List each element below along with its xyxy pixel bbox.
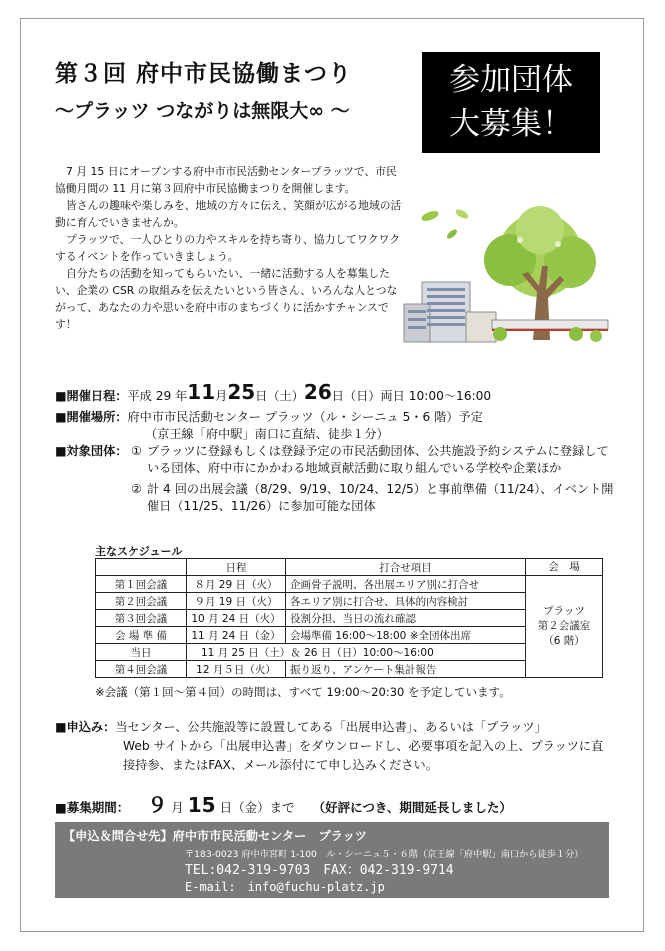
recruit-line1: 参加団体 — [449, 62, 573, 98]
target-row — [55, 443, 615, 515]
train — [492, 320, 608, 331]
schedule-table — [95, 558, 603, 678]
table-row: 第３回会議 10 月 24 日（火） 役割分担、当日の流れ確認 — [96, 610, 603, 627]
col-header-venue: 会 場 — [526, 559, 603, 576]
col-header-item: 打合せ項目 — [286, 559, 526, 576]
venue-label: ■開催場所： — [55, 410, 128, 424]
intro-text — [55, 163, 407, 333]
apply-label: ■申込み： — [55, 720, 116, 734]
target-label: ■対象団体： — [55, 444, 128, 458]
schedule-note: ※会議（第１回〜第４回）の時間は、すべて 19:00〜20:30 を予定しています。 — [95, 685, 511, 699]
page-title: 第３回 府中市民協働まつり — [55, 61, 353, 87]
table-row: 第２回会議 ９月 19 日（火） 各エリア別に打合せ、具体的内容検討 — [96, 593, 603, 610]
contact-phone[interactable]: TEL:042-319-9703 FAX：042-319-9714 — [185, 863, 454, 878]
venue-access: （京王線「府中駅」南口に直結、徒歩１分） — [145, 427, 389, 441]
contact-box — [55, 822, 609, 898]
date-label: ■開催日程： — [55, 389, 128, 403]
target-item: ① プラッツに登録もしくは登録予定の市民活動団体、公共施設予約システムに登録している団体、府中市にかかわる地域貢献活動に取り組んでいる学校や企業ほか — [131, 444, 609, 475]
venue-row — [55, 409, 615, 426]
table-header-row — [96, 559, 603, 576]
page-subtitle: 〜プラッツ つながりは無限大∞ 〜 — [55, 100, 350, 122]
table-row: 第４回会議 12 月５日（火） 振り返り、アンケート集計報告 — [96, 661, 603, 678]
intro-paragraph: 皆さんの趣味や楽しみを、地域の方々に伝え、笑顔が広がる地域の活動に育んでいきませんか。 — [55, 199, 402, 229]
table-row: 第１回会議 ８月 29 日（火） 企画骨子説明、各出展エリア別に打合せ プラッツ 第２会議室 （6 階） — [96, 576, 603, 593]
town-tree-illustration — [400, 200, 610, 350]
recruit-banner — [422, 52, 600, 153]
venue-cell: プラッツ 第２会議室 （6 階） — [526, 576, 603, 678]
target-item: ② 計 4 回の出展会議（8/29、9/19、10/24、12/5）と事前準備（11/24）、イベント開催日（11/25、11/26）に参加可能な団体 — [131, 482, 614, 513]
table-row: 当日 11 月 25 日（土）＆ 26 日（日）10:00〜16:00 — [96, 644, 603, 661]
schedule-caption: 主なスケジュール — [95, 545, 183, 558]
intro-paragraph: プラッツで、一人ひとりの力やスキルを持ち寄り、協力してワクワクするイベントを作っていきましょう。 — [55, 233, 401, 263]
recruit-period: ■募集期間： ９ 月 15 日（金）まで （好評につき、期間延長しました） — [55, 793, 512, 817]
col-header-date: 日程 — [187, 559, 286, 576]
contact-address: 〒183-0023 府中市宮町 1-100 ル・シーニュ５・６階（京王線「府中駅」南口から徒歩１分） — [185, 849, 584, 860]
recruit-line2: 大募集！ — [449, 106, 573, 142]
falling-leaves — [420, 207, 470, 240]
contact-title: 【申込＆問合せ先】府中市市民活動センター プラッツ — [63, 829, 367, 843]
table-row: 会 場 準 備 11 月 24 日（金） 会場準備 16:00〜18:00 ※全団体出席 — [96, 627, 603, 644]
intro-paragraph: 7 月 15 日にオープンする府中市市民活動センタープラッツで、市民協働月間の 11 月に第３回府中市民協働まつりを開催します。 — [55, 165, 397, 195]
period-label: ■募集期間： — [55, 800, 130, 815]
venue-text: 府中市市民活動センター プラッツ（ル・シーニュ 5・6 階）予定 — [127, 410, 483, 424]
contact-email[interactable]: E-mail: info@fuchu-platz.jp — [185, 880, 385, 894]
buildings — [404, 282, 496, 342]
intro-paragraph: 自分たちの活動を知ってもらいたい、一緒に活動する人を募集したい、企業の CSR の取組みを伝えたいという皆さん、いろんな人とつながって、あなたの力や思いを府中市のまちづくりに活かすチャンスです！ — [55, 267, 398, 331]
event-info — [55, 380, 615, 515]
apply-section: ■申込み：当センター、公共施設等に設置してある「出展申込書」、あるいは「プラッツ」 Web サイトから「出展申込書」をダウンロードし、必要事項を記入の上、プラッツに直接持参、またはFAX、メール添付にて申し込みください。 — [55, 720, 604, 772]
date-row: ■開催日程： 平成 29 年 11 月 25 日（土） 26 日（日）両日 10:00〜16:00 — [55, 380, 492, 404]
